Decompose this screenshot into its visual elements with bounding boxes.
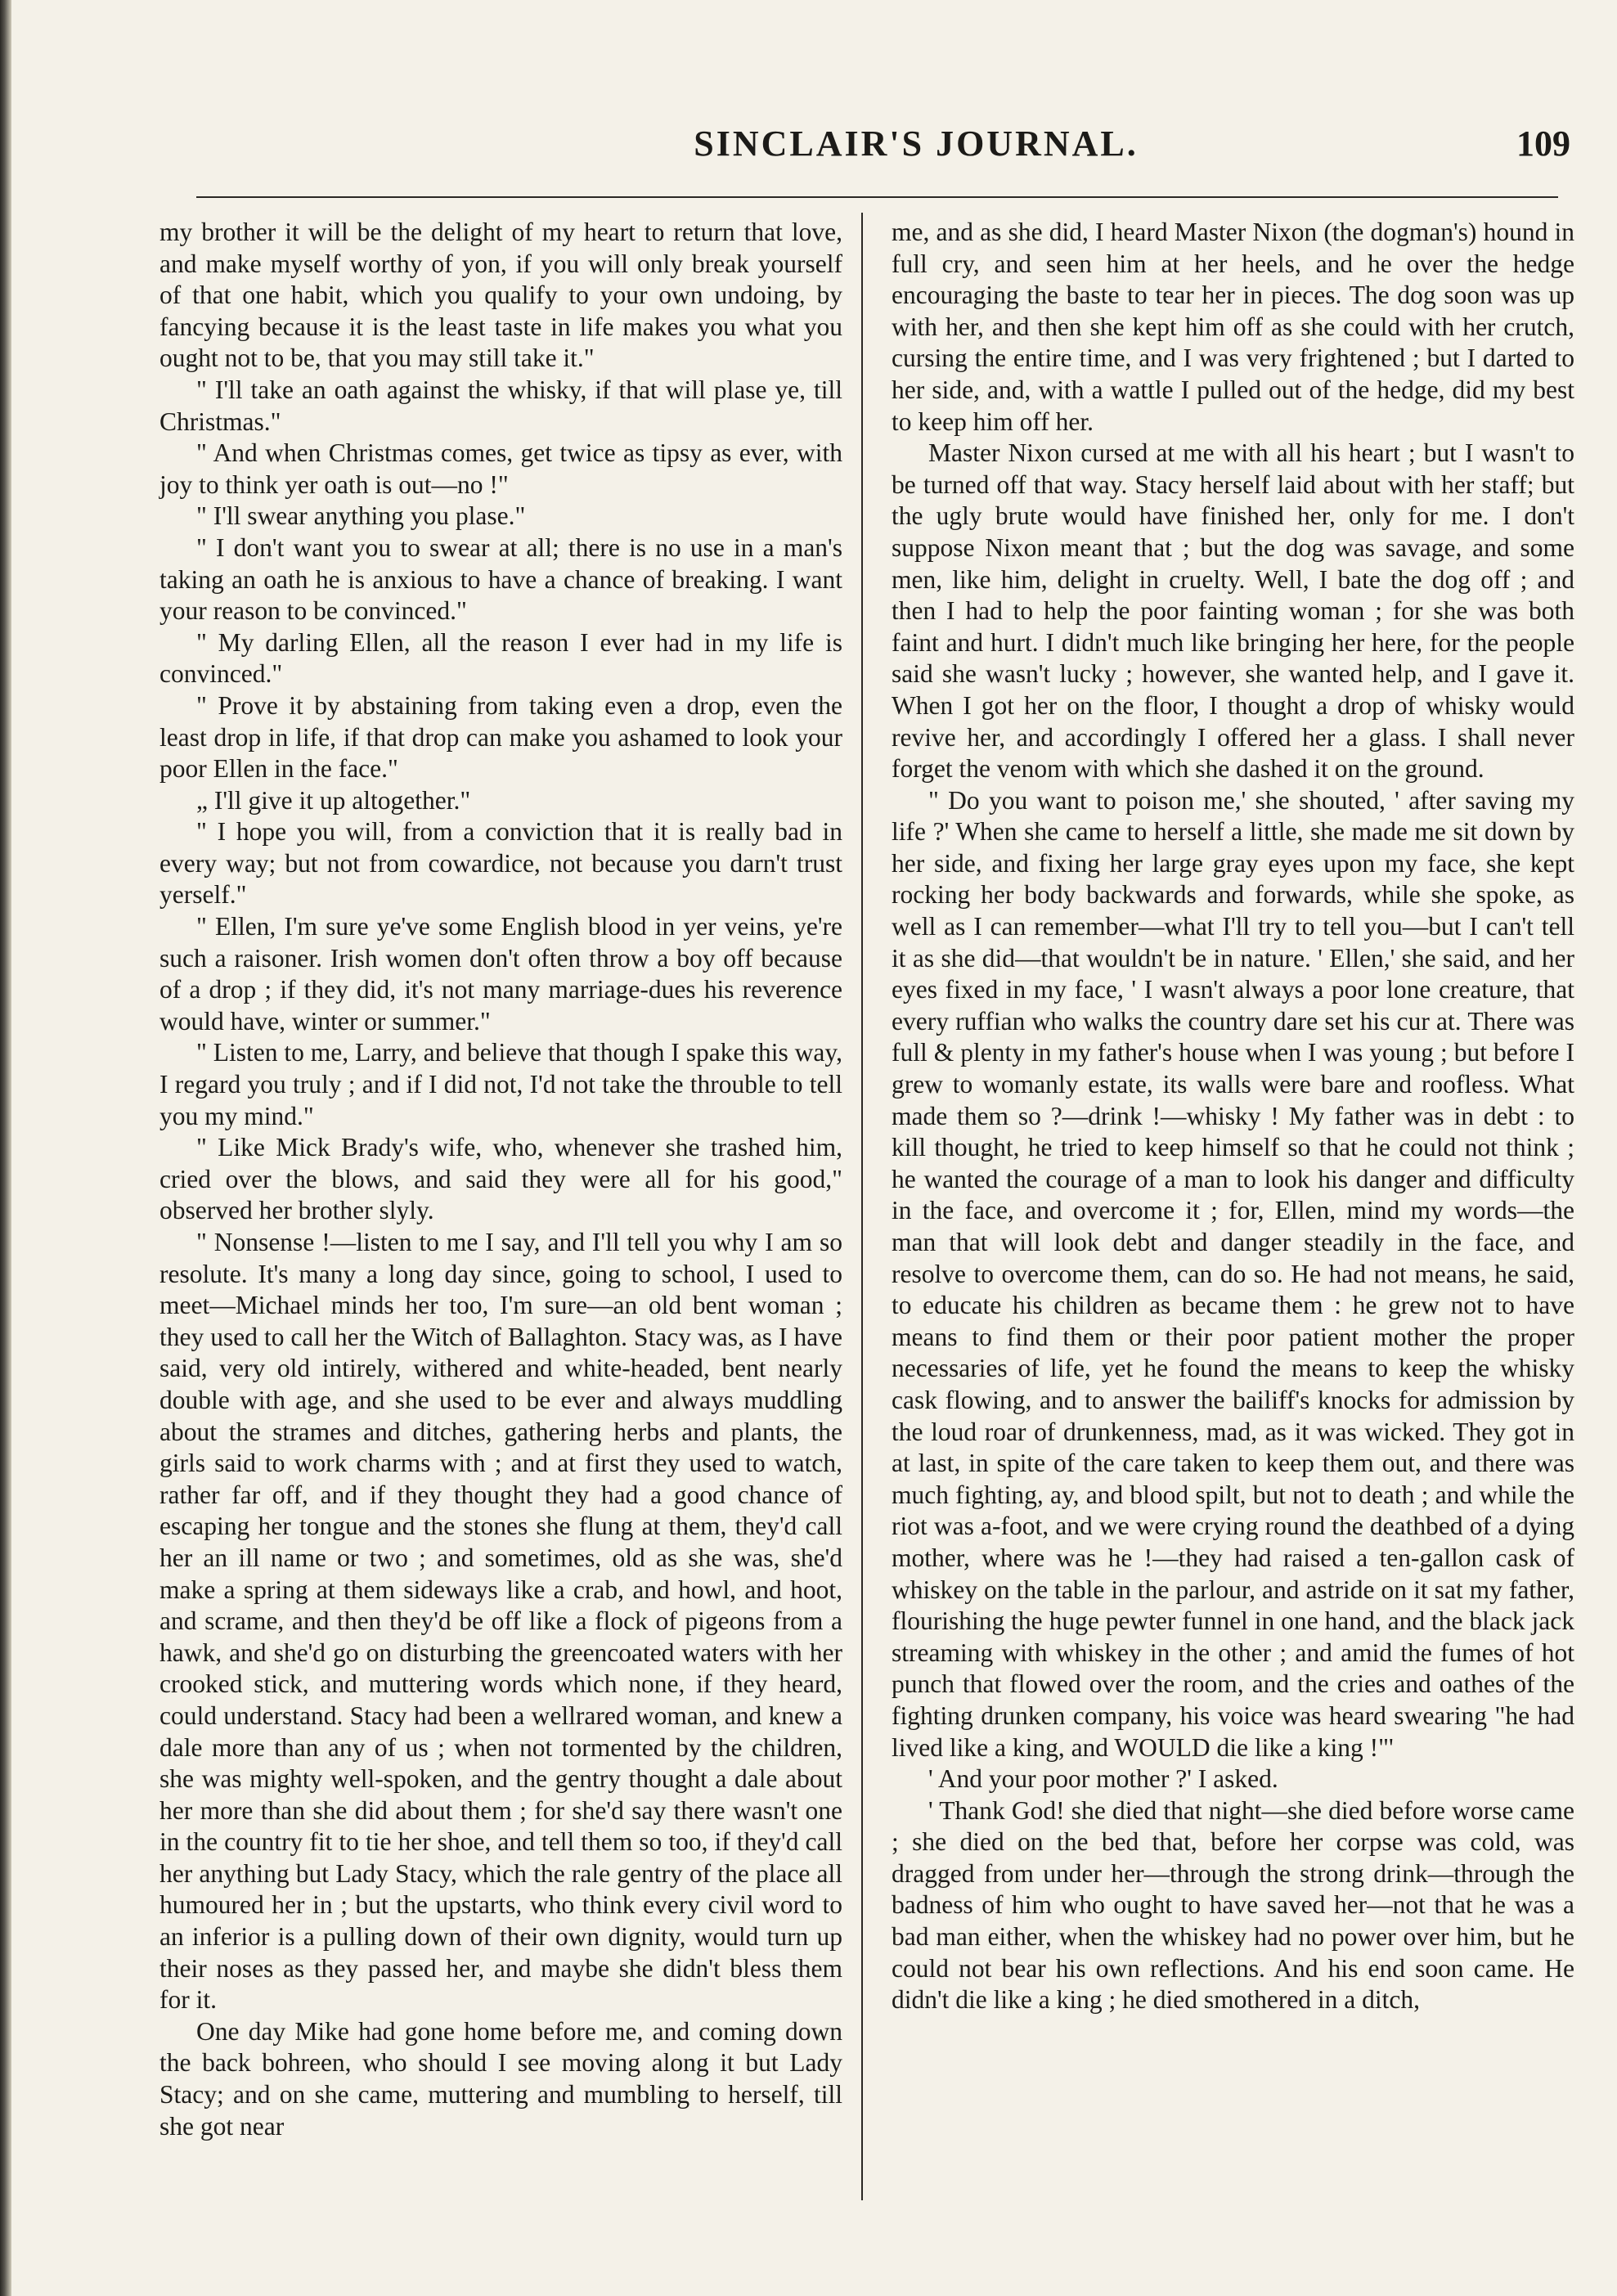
column-divider [861, 213, 863, 2200]
paragraph: " I'll take an oath against the whisky, if that will plase ye, till Christmas." [159, 375, 842, 436]
paragraph: ' Thank God! she died that night—she died before worse came ; she died on the bed that, before her corpse was cold, was dragged from under her—through the strong drink—through the badness of him who ought to have saved her—not that he was a bad man either, when the whiskey had no power over him, but he could not bear his own reflections. And his end soon came. He didn't die like a king ; he died smothered in a ditch, [892, 1795, 1574, 2015]
paragraph: " Ellen, I'm sure ye've some English blood in yer veins, ye're such a raisoner. Irish women don't often throw a boy off because of a drop ; if they did, it's not many marriage-dues his reverence would have, winter or summer." [159, 912, 842, 1036]
paragraph: " Nonsense !—listen to me I say, and I'll tell you why I am so resolute. It's many a long day since, going to school, I used to meet—Michael minds her too, I'm sure—an old bent woman ; they used to call her the Witch of Ballaghton. Stacy was, as I have said, very old intirely, withered and white-headed, bent nearly double with age, and she used to be ever and always muddling about the strames and ditches, gathering herbs and plants, the girls said to work charms with ; and at first they used to watch, rather far off, and if they thought they had a good chance of escaping her tongue and the stones she flung at them, they'd call her an ill name or two ; and sometimes, old as she was, she'd make a spring at them sideways like a crab, and howl, and hoot, and scrame, and then they'd be off like a flock of pigeons from a hawk, and she'd go on disturbing the greencoated waters with her crooked stick, and muttering words which none, if they heard, could understand. Stacy had been a wellrared woman, and knew a dale more than any of us ; when not tormented by the children, she was mighty well-spoken, and the gentry thought a dale about her more than she did about them ; for she'd say there wasn't one in the country fit to tie her shoe, and tell them so too, if they'd call her anything but Lady Stacy, which the rale gentry of the place all humoured her in ; but the upstarts, who think every civil word to an inferior is a pulling down of their own dignity, would turn up their noses as they passed her, and maybe she didn't bless them for it. [159, 1228, 842, 2015]
paragraph: " Prove it by abstaining from taking even a drop, even the least drop in life, if that drop can make you ashamed to look your poor Ellen in the face." [159, 690, 842, 784]
paragraph: me, and as she did, I heard Master Nixon (the dogman's) hound in full cry, and seen him at her heels, and he over the hedge encouraging the baste to tear her in pieces. The dog soon was up with her, and then she kept him off as she could with her crutch, cursing the entire time, and I was very frightened ; but I darted to her side, and, with a wattle I pulled out of the hedge, did my best to keep him off her. [892, 218, 1574, 436]
page-number: 109 [1516, 124, 1570, 164]
paragraph: " Do you want to poison me,' she shouted, ' after saving my life ?' When she came to herself a little, she made me sit down by her side, and fixing her large gray eyes upon my face, she kept rocking her body backwards and forwards, while she spoke, as well as I can remember—what I'll try to tell you—but I can't tell it as she did—that wouldn't be in nature. ' Ellen,' she said, and her eyes fixed in my face, ' I wasn't always a poor lone creature, that every ruffian who walks the country dare set his cur at. There was full & plenty in my father's house when I was young ; but before I grew to womanly estate, its walls were bare and roofless. What made them so ?—drink !—whisky ! My father was in debt : to kill thought, he tried to keep himself so that he could not think ; he wanted the courage of a man to look his danger and difficulty in the face, and overcome it ; for, Ellen, mind my words—the man that will look debt and danger steadily in the face, and resolve to overcome them, can do so. He had not means, he said, to educate his children as became them : he grew not to have means to find them or their poor patient mother the proper necessaries of life, yet he found the means to keep the whisky cask flowing, and to answer the bailiff's knocks for admission by the loud roar of drunkenness, mad, as it was wicked. They got in at last, in spite of the care taken to keep them out, and there was much fighting, ay, and blood spilt, but not to death ; and while the riot was a-foot, and we were crying round the deathbed of a dying mother, where was he !—they had raised a ten-gallon cask of whiskey on the table in the parlour, and astride on it sat my father, flourishing the huge pewter funnel in one hand, and the black jack streaming with whiskey in the other ; and amid the fumes of hot punch that flowed over the room, and the cries and oathes of the fighting drunken company, his voice was heard swearing "he had lived like a king, and WOULD die like a king !"' [892, 785, 1574, 1762]
page-header [164, 123, 1570, 180]
paragraph: " Like Mick Brady's wife, who, whenever she trashed him, cried over the blows, and said they were all for his good," observed her brother slyly. [159, 1133, 842, 1225]
paragraph: " I don't want you to swear at all; there is no use in a man's taking an oath he is anxious to have a chance of breaking. I want your reason to be convinced." [159, 532, 842, 626]
right-column [892, 217, 1574, 2016]
paragraph: " And when Christmas comes, get twice as tipsy as ever, with joy to think yer oath is out—no !" [159, 438, 842, 499]
paragraph: " I hope you will, from a conviction that it is really bad in every way; but not from cowardice, not because you darn't trust yerself." [159, 817, 842, 910]
paragraph: „ I'll give it up altogether." [196, 785, 471, 815]
paragraph: my brother it will be the delight of my heart to return that love, and make myself worthy of yon, if you will only break yourself of that one habit, which you qualify to your own undoing, by fancying because it is the least taste in life makes you what you ought not to be, that you may still take it." [159, 218, 842, 373]
paragraph: " My darling Ellen, all the reason I ever had in my life is convinced." [159, 627, 842, 689]
header-rule [196, 196, 1558, 198]
paragraph: ' And your poor mother ?' I asked. [928, 1764, 1278, 1794]
paragraph: " Listen to me, Larry, and believe that though I spake this way, I regard you truly ; and if I did not, I'd not take the throuble to tell you my mind." [159, 1038, 842, 1130]
left-column [159, 217, 842, 2142]
paragraph: " I'll swear anything you plase." [196, 501, 526, 531]
paragraph: Master Nixon cursed at me with all his heart ; but I wasn't to be turned off that way. Stacy herself laid about with her staff; but the ugly brute would have finished her, only for me. I don't suppose Nixon meant that ; but the dog was savage, and some men, like him, delight in cruelty. Well, I bate the dog off ; and then I had to help the poor fainting woman ; for she was both faint and hurt. I didn't much like bringing her here, for the people said she wasn't lucky ; however, she wanted help, and I gave it. When I got her on the floor, I thought a drop of whisky would revive her, and accordingly I offered her a glass. I shall never forget the venom with which she dashed it on the ground. [892, 438, 1574, 784]
paragraph: One day Mike had gone home before me, and coming down the back bohreen, who should I see moving along it but Lady Stacy; and on she came, muttering and mumbling to herself, till she got near [159, 2016, 842, 2141]
binding-edge [0, 0, 11, 2296]
journal-title: SINCLAIR'S JOURNAL. [694, 124, 1139, 164]
